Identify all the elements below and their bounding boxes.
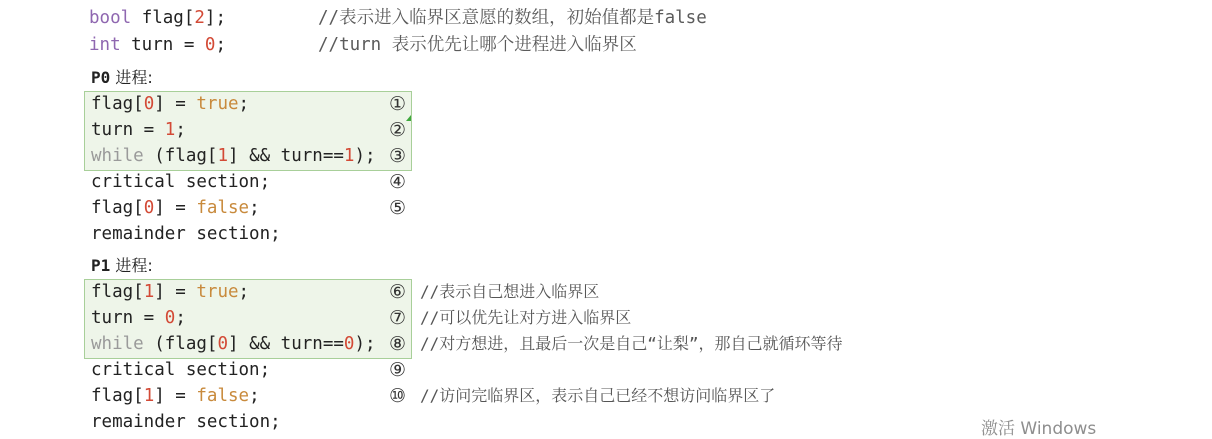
code-text: (flag[ [143, 146, 218, 166]
p1-process-label [91, 254, 153, 278]
code-text: flag[ [131, 8, 195, 28]
boolean-literal: false [196, 198, 250, 218]
step-marker-6: ⑥ [389, 281, 407, 303]
code-text: (flag[ [143, 334, 218, 354]
code-text: ; [238, 94, 250, 114]
code-text: flag[ [91, 282, 144, 302]
p0-process-label [91, 66, 153, 90]
p0-line-5 [91, 196, 260, 220]
code-comment-flag: //表示进入临界区意愿的数组，初始值都是false [318, 8, 707, 28]
boolean-literal: true [196, 94, 239, 114]
code-text: ; [175, 308, 186, 328]
p1-line-4: critical section; [91, 360, 271, 380]
step-marker-1: ① [389, 93, 407, 115]
while-keyword: while [91, 146, 144, 166]
code-line-turn-declaration [89, 33, 226, 57]
code-text: ; [249, 386, 260, 406]
code-text: ; [238, 282, 250, 302]
number-literal: 0 [164, 308, 176, 328]
number-literal: 1 [343, 146, 355, 166]
p1-line-2 [91, 306, 186, 330]
step-marker-3: ③ [389, 145, 407, 167]
boolean-literal: false [196, 386, 250, 406]
p0-line-6: remainder section; [91, 224, 281, 244]
p1-label-code: P1 [91, 256, 111, 275]
number-literal: 0 [143, 94, 155, 114]
number-literal: 0 [204, 35, 216, 55]
code-text: ]; [204, 8, 226, 28]
step-marker-9: ⑨ [389, 359, 407, 381]
number-literal: 0 [143, 198, 155, 218]
boolean-literal: true [196, 282, 239, 302]
step-marker-4: ④ [389, 171, 407, 193]
number-literal: 1 [217, 146, 228, 166]
p0-label-text: 进程: [110, 68, 153, 87]
code-text: turn = [91, 308, 165, 328]
p0-line-2 [91, 118, 186, 142]
number-literal: 1 [164, 120, 176, 140]
code-text: ; [249, 198, 260, 218]
while-keyword: while [91, 334, 144, 354]
p1-line-6: remainder section; [91, 412, 281, 432]
step-marker-7: ⑦ [389, 307, 407, 329]
code-text: ] = [154, 94, 197, 114]
code-text: flag[ [91, 198, 144, 218]
p1-line-1 [91, 280, 249, 304]
p1-line-3 [91, 332, 376, 356]
type-keyword: bool [89, 8, 132, 28]
p0-line-3 [91, 144, 376, 168]
code-text: flag[ [91, 386, 144, 406]
number-literal: 0 [217, 334, 228, 354]
code-text: ; [175, 120, 186, 140]
code-comment-turn: //turn 表示优先让哪个进程进入临界区 [318, 35, 637, 55]
code-text: turn = [91, 120, 165, 140]
step-marker-5: ⑤ [389, 197, 407, 219]
code-text: ); [354, 334, 376, 354]
code-text: ] = [154, 198, 197, 218]
windows-activation-watermark: 激活 Windows [981, 419, 1097, 439]
p0-label-code: P0 [91, 68, 111, 87]
code-text: turn = [120, 35, 205, 55]
step-marker-10: ⑩ [389, 385, 407, 407]
code-text: ; [215, 35, 226, 55]
code-text: ] && turn== [228, 334, 344, 354]
p1-comment-2: //可以优先让对方进入临界区 [420, 308, 632, 327]
type-keyword: int [89, 35, 121, 55]
p1-line-5 [91, 384, 260, 408]
code-text: flag[ [91, 94, 144, 114]
code-text: ] && turn== [228, 146, 344, 166]
green-corner-marker [406, 115, 411, 121]
step-marker-2: ② [389, 119, 407, 141]
number-literal: 0 [343, 334, 355, 354]
number-literal: 2 [194, 8, 205, 28]
p0-line-4: critical section; [91, 172, 271, 192]
p1-comment-1: //表示自己想进入临界区 [420, 282, 600, 301]
code-text: ] = [154, 386, 197, 406]
code-line-flag-declaration [89, 6, 226, 30]
code-text: ] = [154, 282, 197, 302]
p1-comment-4: //访问完临界区，表示自己已经不想访问临界区了 [420, 386, 776, 405]
number-literal: 1 [143, 282, 155, 302]
p1-label-text: 进程: [110, 256, 153, 275]
p1-comment-3: //对方想进，且最后一次是自己“让梨”，那自己就循环等待 [420, 334, 843, 353]
step-marker-8: ⑧ [389, 333, 407, 355]
code-text: ); [354, 146, 376, 166]
p0-line-1 [91, 92, 249, 116]
number-literal: 1 [143, 386, 155, 406]
